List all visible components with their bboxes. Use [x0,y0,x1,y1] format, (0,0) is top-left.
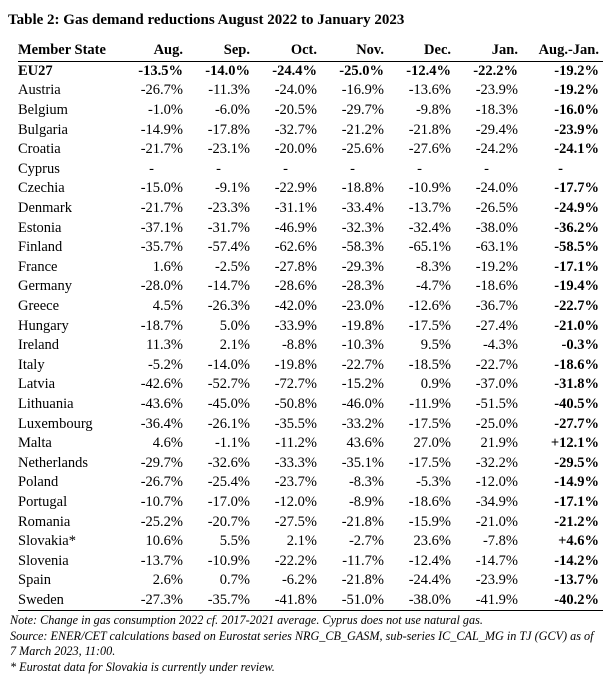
cell-member-state: Finland [18,239,63,256]
cell-dec: -32.4% [408,219,451,236]
cell-aug: -29.7% [140,454,183,471]
cell-oct: -20.5% [274,102,317,119]
cell-aug-jan: -17.1% [554,493,599,510]
cell-oct: -46.9% [274,219,317,236]
header-aug-jan: Aug.-Jan. [520,41,603,61]
cell-oct: -27.5% [274,513,317,530]
cell-nov: -10.3% [341,337,384,354]
cell-dec: -10.9% [408,180,451,197]
cell-oct: -11.2% [275,435,317,452]
cell-oct: -8.8% [281,337,317,354]
cell-member-state: Estonia [18,219,62,236]
cell-sep: -23.1% [207,141,250,158]
cell-member-state: Ireland [18,337,60,354]
cell-oct: -33.9% [274,317,317,334]
cell-sep: -52.7% [207,376,250,393]
cell-dec: -17.5% [408,415,451,432]
cell-jan: -51.5% [475,395,518,412]
cell-aug: -18.7% [140,317,183,334]
cell-oct: -24.0% [274,82,317,99]
cell-aug-jan: -31.8% [554,376,599,393]
cell-sep: -14.0% [207,356,250,373]
cell-oct: -41.8% [252,591,319,611]
cell-jan: -7.8% [482,533,518,550]
cell-sep: -10.9% [207,552,250,569]
note-text: Note: Change in gas consumption 2022 cf. 2017-2021 average. Cyprus does not use natural gas. [10,613,483,628]
cell-nov: -22.7% [341,356,384,373]
table-row [18,297,603,317]
cell-jan: -19.2% [475,258,518,275]
table-row [18,81,603,101]
cell-jan: -18.3% [475,102,518,119]
cell-jan: -36.7% [475,298,518,315]
cell-aug: -13.7% [140,552,183,569]
header-dec: Dec. [386,41,453,61]
table-row [18,356,603,376]
cell-aug: -43.6% [140,395,183,412]
cell-jan: -22.2% [473,62,518,79]
cell-sep: -14.0% [205,62,250,79]
cell-dec: -18.5% [408,356,451,373]
cell-oct: -32.7% [274,121,317,138]
cell-aug: -28.0% [140,278,183,295]
cell-aug-jan: -16.0% [554,102,599,119]
cell-aug: -21.7% [140,200,183,217]
table-row [18,512,603,532]
table-row [18,101,603,121]
cell-dec: 27.0% [413,435,451,452]
cell-sep: - [216,160,221,177]
cell-aug: -21.7% [140,141,183,158]
cell-member-state: Slovakia* [18,533,76,550]
cell-dec: -12.4% [406,62,451,79]
cell-member-state: Greece [18,298,60,315]
cell-sep: -26.1% [207,415,250,432]
cell-dec: -27.6% [408,141,451,158]
table-row [18,493,603,513]
cell-dec: -21.8% [408,121,451,138]
cell-aug: 10.6% [145,533,183,550]
cell-aug: -15.0% [140,180,183,197]
header-nov: Nov. [319,41,386,61]
cell-jan: -41.9% [453,591,520,611]
cell-dec: 0.9% [420,376,451,393]
cell-oct: -50.8% [274,395,317,412]
cell-member-state: Spain [18,572,52,589]
cell-jan: -12.0% [475,474,518,491]
cell-sep: -32.6% [207,454,250,471]
cell-sep: 5.5% [219,533,250,550]
header-sep: Sep. [185,41,252,61]
cell-aug-jan: -22.7% [554,298,599,315]
cell-jan: -29.4% [475,121,518,138]
cell-dec: 23.6% [413,533,451,550]
cell-sep: -25.4% [207,474,250,491]
cell-jan: -26.5% [475,200,518,217]
cell-sep: -9.1% [214,180,250,197]
cell-jan: -34.9% [475,493,518,510]
cell-nov: -15.2% [341,376,384,393]
cell-nov: -21.2% [341,121,384,138]
cell-nov: -18.8% [341,180,384,197]
cell-aug-jan: -19.2% [554,82,599,99]
cell-member-state: Sweden [18,591,118,611]
cell-jan: -21.0% [475,513,518,530]
cell-aug: -37.1% [140,219,183,236]
cell-oct: -33.3% [274,454,317,471]
cell-sep: -45.0% [207,395,250,412]
cell-nov: -23.0% [341,298,384,315]
cell-sep: -23.3% [207,200,250,217]
cell-dec: -13.6% [408,82,451,99]
cell-oct: -24.4% [272,62,317,79]
table-header-row [18,41,603,61]
cell-sep: -31.7% [207,219,250,236]
cell-member-state: Luxembourg [18,415,93,432]
cell-dec: -17.5% [408,454,451,471]
cell-aug: -25.2% [140,513,183,530]
cell-aug: -1.0% [147,102,183,119]
cell-nov: 43.6% [346,435,384,452]
cell-oct: -22.2% [274,552,317,569]
cell-dec: 9.5% [420,337,451,354]
cell-jan: - [484,160,489,177]
cell-aug-jan: -19.4% [554,278,599,295]
cell-nov: -8.3% [348,474,384,491]
cell-aug-jan: -19.2% [554,62,599,79]
cell-aug-jan: -40.2% [520,591,603,611]
cell-aug: -36.4% [140,415,183,432]
cell-aug-jan: -23.9% [554,121,599,138]
cell-sep: -20.7% [207,513,250,530]
cell-aug: -14.9% [140,121,183,138]
table-row [18,395,603,415]
cell-jan: -4.3% [482,337,518,354]
cell-sep: -57.4% [207,239,250,256]
cell-aug-jan: -36.2% [554,219,599,236]
cell-member-state: Cyprus [18,160,60,177]
cell-member-state: Croatia [18,141,61,158]
cell-jan: -38.0% [475,219,518,236]
cell-dec: - [417,160,422,177]
header-oct: Oct. [252,41,319,61]
cell-nov: -28.3% [341,278,384,295]
cell-aug-jan: -40.5% [554,395,599,412]
cell-dec: -38.0% [386,591,453,611]
table-notes [10,613,600,675]
source-text: Source: ENER/CET calculations based on Eurostat series NRG_CB_GASM, sub-series IC_CAL_MG in TJ (GCV) as of 7 March 2023, 11:00. [10,628,594,659]
table-title: Table 2: Gas demand reductions August 2022 to January 2023 [8,12,405,28]
table-row [18,336,603,356]
cell-aug: -27.3% [118,591,185,611]
cell-oct: -28.6% [274,278,317,295]
cell-aug-jan: -14.2% [554,552,599,569]
cell-member-state: Austria [18,82,61,99]
cell-dec: -12.4% [408,552,451,569]
cell-dec: -8.3% [415,258,451,275]
cell-sep: -6.0% [214,102,250,119]
cell-member-state: Hungary [18,317,69,334]
cell-nov: -33.4% [341,200,384,217]
cell-nov: -58.3% [341,239,384,256]
cell-sep: -11.3% [208,82,250,99]
cell-nov: -46.0% [341,395,384,412]
cell-nov: -2.7% [348,533,384,550]
table-row [18,551,603,571]
cell-aug-jan: -58.5% [554,239,599,256]
cell-aug-jan: -0.3% [561,337,599,354]
cell-dec: -15.9% [408,513,451,530]
cell-jan: -27.4% [475,317,518,334]
cell-aug: 4.5% [152,298,183,315]
cell-aug: 1.6% [152,258,183,275]
cell-jan: -14.7% [475,552,518,569]
cell-nov: -29.7% [341,102,384,119]
cell-oct: -42.0% [274,298,317,315]
cell-dec: -9.8% [415,102,451,119]
table-body [18,61,603,611]
cell-dec: -17.5% [408,317,451,334]
cell-aug-jan: +12.1% [550,435,599,452]
cell-aug-jan: -17.7% [554,180,599,197]
table-row [18,277,603,297]
cell-aug: -5.2% [147,356,183,373]
cell-aug: 4.6% [152,435,183,452]
cell-dec: -24.4% [408,572,451,589]
cell-nov: -19.8% [341,317,384,334]
table-row [18,179,603,199]
cell-nov: -8.9% [348,493,384,510]
cell-sep: -35.7% [185,591,252,611]
table-row [18,571,603,591]
table-row [18,532,603,552]
cell-dec: -4.7% [415,278,451,295]
cell-member-state: Czechia [18,180,65,197]
cell-oct: - [283,160,288,177]
cell-dec: -13.7% [408,200,451,217]
cell-aug: -42.6% [140,376,183,393]
table-row [18,218,603,238]
cell-aug-jan: -17.1% [554,258,599,275]
cell-dec: -18.6% [408,493,451,510]
cell-jan: -25.0% [475,415,518,432]
cell-aug: 2.6% [152,572,183,589]
cell-member-state: EU27 [18,62,53,79]
cell-nov: -16.9% [341,82,384,99]
cell-aug-jan: -29.5% [554,454,599,471]
cell-oct: 2.1% [286,533,317,550]
table-row [18,414,603,434]
cell-sep: -17.8% [207,121,250,138]
cell-member-state: Latvia [18,376,56,393]
cell-nov: -21.8% [341,572,384,589]
cell-aug: - [149,160,154,177]
gas-demand-table [18,41,603,611]
table-row [18,61,603,81]
cell-nov: -32.3% [341,219,384,236]
table-row [18,120,603,140]
cell-member-state: Netherlands [18,454,89,471]
cell-jan: -24.0% [475,180,518,197]
cell-nov: -25.0% [339,62,384,79]
cell-member-state: Denmark [18,200,72,217]
cell-member-state: Italy [18,356,45,373]
cell-aug-jan: -24.9% [554,200,599,217]
table-row [18,258,603,278]
cell-jan: -63.1% [475,239,518,256]
table-row [18,140,603,160]
cell-oct: -22.9% [274,180,317,197]
table-row [18,434,603,454]
cell-sep: -14.7% [207,278,250,295]
cell-aug-jan: -21.0% [554,317,599,334]
cell-aug: -35.7% [140,239,183,256]
cell-aug: 11.3% [146,337,183,354]
footnote-text: * Eurostat data for Slovakia is currently under review. [10,659,275,674]
cell-jan: -37.0% [475,376,518,393]
cell-jan: 21.9% [480,435,518,452]
cell-nov: -51.0% [319,591,386,611]
cell-jan: -18.6% [475,278,518,295]
cell-oct: -12.0% [274,493,317,510]
cell-oct: -35.5% [274,415,317,432]
cell-sep: 2.1% [219,337,250,354]
cell-nov: -21.8% [341,513,384,530]
cell-member-state: Poland [18,474,59,491]
cell-nov: -33.2% [341,415,384,432]
cell-sep: -26.3% [207,298,250,315]
table-row [18,473,603,493]
cell-oct: -31.1% [274,200,317,217]
cell-jan: -23.9% [475,572,518,589]
cell-jan: -22.7% [475,356,518,373]
cell-oct: -20.0% [274,141,317,158]
table-row [18,199,603,219]
table-row [18,453,603,473]
cell-nov: - [350,160,355,177]
cell-jan: -23.9% [475,82,518,99]
cell-dec: -12.6% [408,298,451,315]
cell-member-state: Slovenia [18,552,69,569]
cell-member-state: Portugal [18,493,68,510]
cell-aug: -13.5% [138,62,183,79]
cell-dec: -5.3% [415,474,451,491]
cell-aug-jan: +4.6% [558,533,599,550]
cell-sep: 5.0% [219,317,250,334]
cell-jan: -24.2% [475,141,518,158]
table-row [18,375,603,395]
table-row [18,591,603,611]
header-jan: Jan. [453,41,520,61]
cell-nov: -29.3% [341,258,384,275]
cell-oct: -72.7% [274,376,317,393]
cell-member-state: Malta [18,435,52,452]
cell-member-state: Bulgaria [18,121,68,138]
cell-nov: -25.6% [341,141,384,158]
header-aug: Aug. [118,41,185,61]
cell-sep: -1.1% [214,435,250,452]
cell-aug-jan: -21.2% [554,513,599,530]
cell-aug-jan: -27.7% [554,415,599,432]
cell-oct: -27.8% [274,258,317,275]
cell-dec: -11.9% [409,395,451,412]
cell-aug: -10.7% [140,493,183,510]
cell-member-state: Germany [18,278,72,295]
cell-member-state: France [18,258,58,275]
cell-oct: -19.8% [274,356,317,373]
cell-sep: -2.5% [214,258,250,275]
cell-oct: -6.2% [281,572,317,589]
cell-member-state: Romania [18,513,71,530]
table-row [18,160,603,180]
cell-aug-jan: -18.6% [554,356,599,373]
cell-aug-jan: -13.7% [554,572,599,589]
cell-member-state: Belgium [18,102,68,119]
cell-aug: -26.7% [140,474,183,491]
cell-aug: -26.7% [140,82,183,99]
table-row [18,238,603,258]
cell-aug-jan: -14.9% [554,474,599,491]
cell-sep: 0.7% [219,572,250,589]
cell-nov: -35.1% [341,454,384,471]
cell-aug-jan: -24.1% [554,141,599,158]
cell-member-state: Lithuania [18,395,74,412]
cell-jan: -32.2% [475,454,518,471]
table-row [18,316,603,336]
header-member-state: Member State [18,41,118,61]
cell-oct: -23.7% [274,474,317,491]
cell-nov: -11.7% [342,552,384,569]
cell-dec: -65.1% [408,239,451,256]
cell-oct: -62.6% [274,239,317,256]
cell-sep: -17.0% [207,493,250,510]
cell-aug-jan: - [558,160,563,177]
